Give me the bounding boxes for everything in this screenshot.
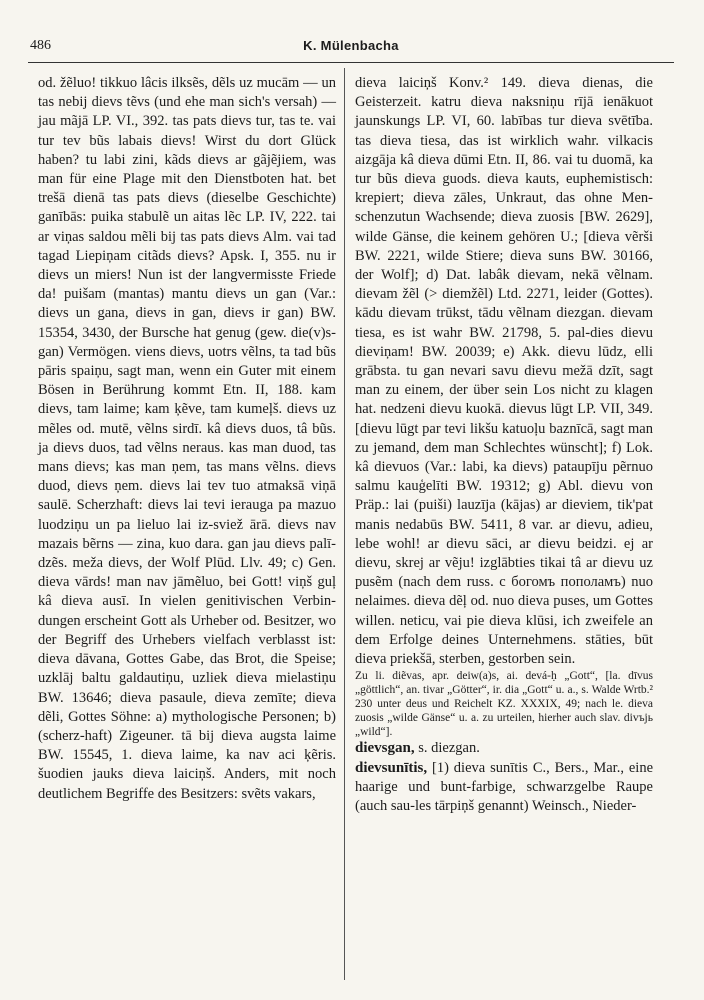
etymology-note: Zu li. diẽvas, apr. deiw(a)s, ai. devá-ḥ „Gott“, [la. dīvus „göttlich“, an. tivar „Götter“, ir. dia „Gott“ u. a., s. Walde Wrtb.² 230 unter deus und Reichelt KZ. XXXIX, 49; nach le. dieva zuosis „wilde Gänse“ u. a. zu urteilen, hierher auch slav. divъjь „wild“]. [355, 670, 653, 739]
column-divider [344, 68, 345, 980]
left-column [38, 74, 336, 804]
entry-dievsgan-text: s. diezgan. [414, 740, 480, 757]
headword-dievsunitis: dievsunītis, [355, 759, 428, 776]
right-column-text: dieva laiciņš Konv.² 149. dieva dienas, die Geisterzeit. katru dieva naksniņu rījā ienākuot jaunskungs LP. VI, 60. labības tur dieva svētība. tas dieva tiesa, das ist wirklich wahr. vilkacis aizgāja kâ dieva dūmi Etn. II, 86. vai tu duomā, ka tur bũs dieva guods. dieva kauts, euphemistisch: krepiert; dieva zāles, Unkraut, das ohne Men-schenzutun Wachsende; dieva zuosis [BW. 2629], wilde Gänse, die keinem gehören U.; [dieva vẽrši BW. 2221, wilde Stiere; dieva suns BW. 30166, der Wolf]; d) Dat. labâk dievam, nekā vẽlnam. dievam žẽl (> diemžẽl) Ltd. 2271, leider (Gottes). kādu dievam trūkst, tādu vẽlnam diezgan. dievam tiesa, es ist wahr BW. 21798, 5. pal-dies dievu dieviņam! BW. 20039; e) Akk. dievu lūdz, elli grābsta. tu gan nevari savu dievu mežā dzīt, sagt man zu einem, der über sein Los nicht zu klagen hat. nedzeni dievu kuokā. dievus lūgt LP. VII, 349. [dievu lūgt par tevi likšu katuoļu baznīcā, sagt man zu jemand, dem man Schlechtes wünscht]; f) Lok. kâ dievuos (Var.: labi, ka dievs) pataupīju pẽrnuo salmu kauģelīti BW. 19312; g) Abl. dievu von Präp.: lai (puiši) lauzīja (kājas) ar dieviem, tik'pat manis nedabūs BW. 5411, 8 var. ar dievu, adieu, lebe wohl! ar dievu sāci, ar dievu beidzi. ej ar dievu, skrej ar vẽju! izglābties tikai tâ ar dievu uz pusẽm (nach dem russ. с богомъ пополамъ) nuo nelaimes. dieva dẽļ od. nuo dieva puses, um Gottes willen. neticu, vai pie dieva klūsi, ich zweifele an dem Erfolge deines Unternehmens. stāties, būt dieva priekšā, sterben, gestorben sein. [355, 75, 653, 668]
entry-dievsunitis-text: [1) dieva sunītis C., Bers., Mar., eine haarige und bunt-farbige, schwarzgelbe Raupe (auch sau-les tārpiņš genannt) Weinsch., Nieder- [355, 759, 653, 814]
headword-dievsgan: dievsgan, [355, 740, 415, 757]
header-rule [28, 62, 674, 63]
page-header [28, 32, 674, 58]
page-number: 486 [30, 38, 51, 53]
left-column-text: od. žẽluo! tikkuo lâcis ilksẽs, dẽls uz mucām — un tas nebij dievs tẽvs (und ehe man sich's versah) — jau mãjā LP. VI., 392. tas pats dievs tur, tas te. vai tur tev bũs labais dievs! Wirst du dort Glück haben? tu labi zini, kãds dievs ar gãjẽjiem, was man für eine Plage mit den Dienstboten hat. bet trešā dienā tas pats dievs (dieselbe Geschichte) ganībās: puika stabulẽ un aitas lẽc LP. IV, 222. tai ar viņas saldou mẽli bij tas pats dievs Alm. vai tad tagad Liepiņam citãds dievs? Apsk. I, 355. nu ir dievs un miers! Nun ist der langvermisste Friede da! puišam (mantas) mantu dievs un gan (Var.: dievs un gana, dievs in gan, dievs ir gan) BW. 15354, 3430, der Bursche hat genug (gew. die(v)s-gan) Vermögen. viens dievs, uotrs vẽlns, ta tad bũs pāris spaiņu, sagt man, wenn ein Guter mit einem Bösen in Berührung kommt Etn. II, 188. kam dievs, tam laime; kam ķẽve, tam kumeļš. dievs uz mẽles od. mutē, vẽlns sirdī. kâ dievs duos, tâ bũs. ja dievs duos, tad vẽlns neraus. kas man duod, tas mans dievs; kas man ņem, tas mans vẽlns. dievs duod, dievs ņem. dievs lai tev tuo atmaksā viņā saulē. Scherzhaft: dievs lai tevi ierauga pa mazuo luodziņu un pa lieluo lai iz-sviež ārā. dievs nav mazais bẽrns — zina, kuo dara. gan jau dievs palī-dzẽs. meža dievs, der Wolf Plūd. Llv. 49; c) Gen. dieva vārds! man nav jāmẽluo, bei Gott! viņš guļ kâ dieva ausī. In vielen genitivischen Verbin-dungen erscheint Gott als Urheber od. Besitzer, wo der Begriff des Urhebers vielfach verblasst ist: dieva dāvana, Gottes Gabe, das Brot, die Speise; uzklāj baltu galdautiņu, uzliek dieva mielastiņu BW. 13646; dieva pasaule, dieva zemīte; dieva dẽli, Gottes Söhne: a) mythologische Personen; b) (scherz-haft) Zigeuner. tā bij dieva augsta laime BW. 15545, 1. dieva laime, ka nav aci ķẽris. šuodien jauks dieva laiciņš. Anders, mit noch deutlichem Begriffe des Besitzers: svẽts vakars, [38, 75, 336, 802]
running-head: K. Mülenbacha [303, 38, 399, 53]
entry-dievsgan [355, 739, 653, 758]
entry-dievsunitis [355, 759, 653, 817]
right-column [355, 74, 653, 816]
